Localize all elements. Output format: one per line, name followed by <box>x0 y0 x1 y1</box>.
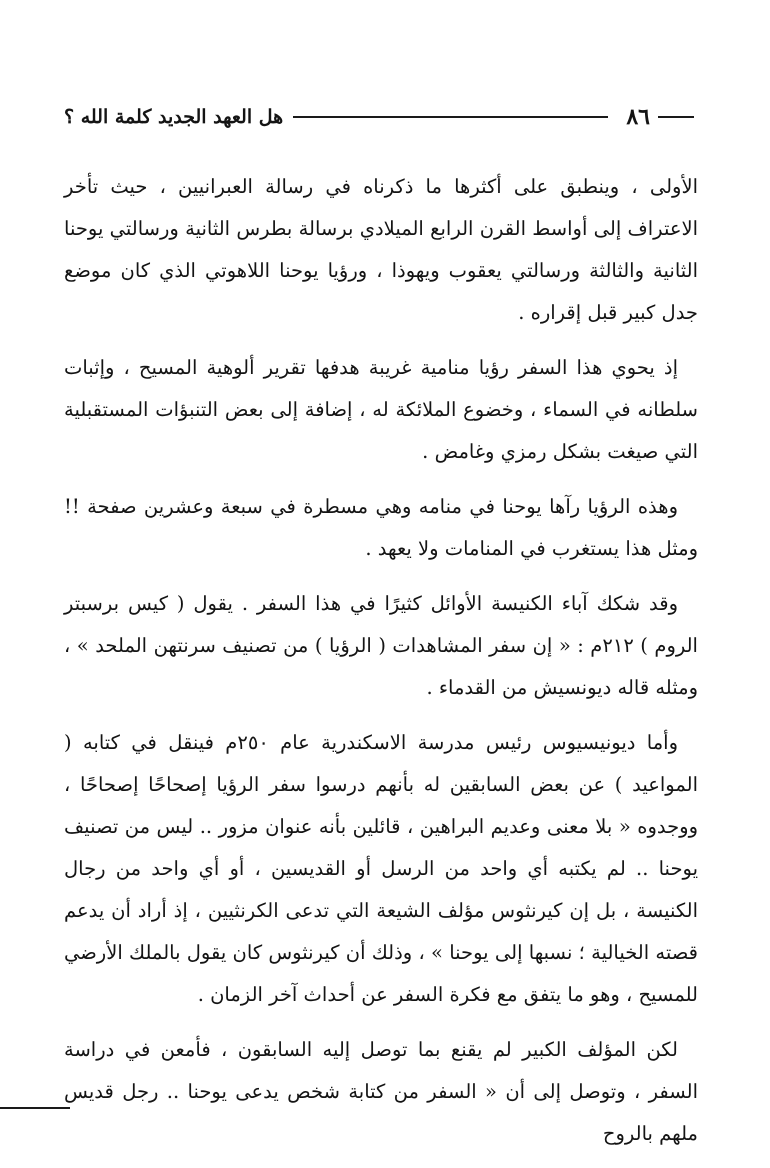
header-rule-short <box>658 116 694 118</box>
paragraph: وهذه الرؤيا رآها يوحنا في منامه وهي مسطرة في سبعة وعشرين صفحة !! ومثل هذا يستغرب في المنامات ولا يعهد . <box>64 495 698 560</box>
page-body <box>64 166 698 1168</box>
paragraph: وقد شكك آباء الكنيسة الأوائل كثيرًا في هذا السفر . يقول ( كيس برسبتر الروم ) ٢١٢م : « إن سفر المشاهدات ( الرؤيا ) من تصنيف سرنتهن الملحد » ، ومثله قاله ديونسيش من القدماء . <box>64 592 698 699</box>
paragraph: الأولى ، وينطبق على أكثرها ما ذكرناه في رسالة العبرانيين ، حيث تأخر الاعتراف إلى أواسط القرن الرابع الميلادي برسالة بطرس الثانية ورسالتي يوحنا الثانية والثالثة ورسالتي يعقوب ويهوذا ، ورؤيا يوحنا اللاهوتي الذي كان موضع جدل كبير قبل إقراره . <box>64 175 698 324</box>
running-title: هل العهد الجديد كلمة الله ؟ <box>64 106 284 128</box>
page-number: ٨٦ <box>626 104 650 130</box>
header-rule-long <box>293 116 608 118</box>
paragraph: لكن المؤلف الكبير لم يقنع بما توصل إليه السابقون ، فأمعن في دراسة السفر ، وتوصل إلى أن « السفر من كتابة شخص يدعى يوحنا .. رجل قديس ملهم بالروح <box>64 1038 698 1145</box>
paragraph: إذ يحوي هذا السفر رؤيا منامية غريبة هدفها تقرير ألوهية المسيح ، وإثبات سلطانه في السماء ، وخضوع الملائكة له ، إضافة إلى بعض التنبؤات المستقبلية التي صيغت بشكل رمزي وغامض . <box>64 356 698 463</box>
paragraph: وأما ديونيسيوس رئيس مدرسة الاسكندرية عام ٢٥٠م فينقل في كتابه ( المواعيد ) عن بعض السابقين له بأنهم درسوا سفر الرؤيا إصحاحًا إصحاحًا ، ووجدوه « بلا معنى وعديم البراهين ، قائلين بأنه عنوان مزور .. ليس من تصنيف يوحنا .. لم يكتبه أي واحد من الرسل أو القديسين ، أو أي واحد من رجال الكنيسة ، بل إن كيرنثوس مؤلف الشيعة التي تدعى الكرنثيين ، إذ أراد أن يدعم قصته الخيالية ؛ نسبها إلى يوحنا » ، وذلك أن كيرنثوس كان يقول بالملك الأرضي للمسيح ، وهو ما يتفق مع فكرة السفر عن أحداث آخر الزمان . <box>64 731 698 1006</box>
page-header <box>64 100 694 134</box>
footer-rule <box>0 1107 70 1109</box>
